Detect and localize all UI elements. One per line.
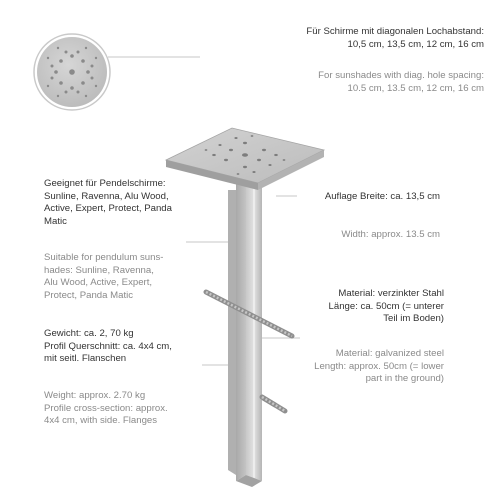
suitable-text-de: Geeignet für Pendelschirme: Sunline, Ravenna, Alu Wood, Active, Expert, Protect, Panda Matic bbox=[44, 178, 172, 227]
side-flange bbox=[228, 190, 236, 475]
suitable-text-en: Suitable for pendulum suns- hades: Sunline, Ravenna, Alu Wood, Active, Expert, Protect, Panda Matic bbox=[44, 252, 164, 301]
width-text-de: Auflage Breite: ca. 13,5 cm bbox=[324, 191, 440, 202]
weight-text-en: Weight: approx. 2.70 kg Profile cross-section: approx. 4x4 cm, with side. Flanges bbox=[44, 390, 168, 426]
material-text-en: Material: galvanized steel Length: approx. 50cm (= lower part in the ground) bbox=[314, 348, 444, 384]
hole-spacing-text-en: For sunshades with diag. hole spacing: 10.5 cm, 13.5 cm, 12 cm, 16 cm bbox=[318, 70, 484, 94]
hole-spacing-text-de: Für Schirme mit diagonalen Lochabstand: 10,5 cm, 13,5 cm, 12 cm, 16 cm bbox=[306, 26, 484, 50]
plate-detail-circle bbox=[34, 34, 110, 110]
post-side-face bbox=[236, 176, 246, 481]
width-text-en: Width: approx. 13.5 cm bbox=[341, 229, 440, 240]
anchor-rod-lower-front bbox=[262, 397, 285, 411]
material-text-de: Material: verzinkter Stahl Länge: ca. 50cm (= unterer Teil im Boden) bbox=[328, 288, 444, 324]
weight-text-de: Gewicht: ca. 2, 70 kg Profil Querschnitt: ca. 4x4 cm, mit seitl. Flanschen bbox=[44, 328, 172, 364]
